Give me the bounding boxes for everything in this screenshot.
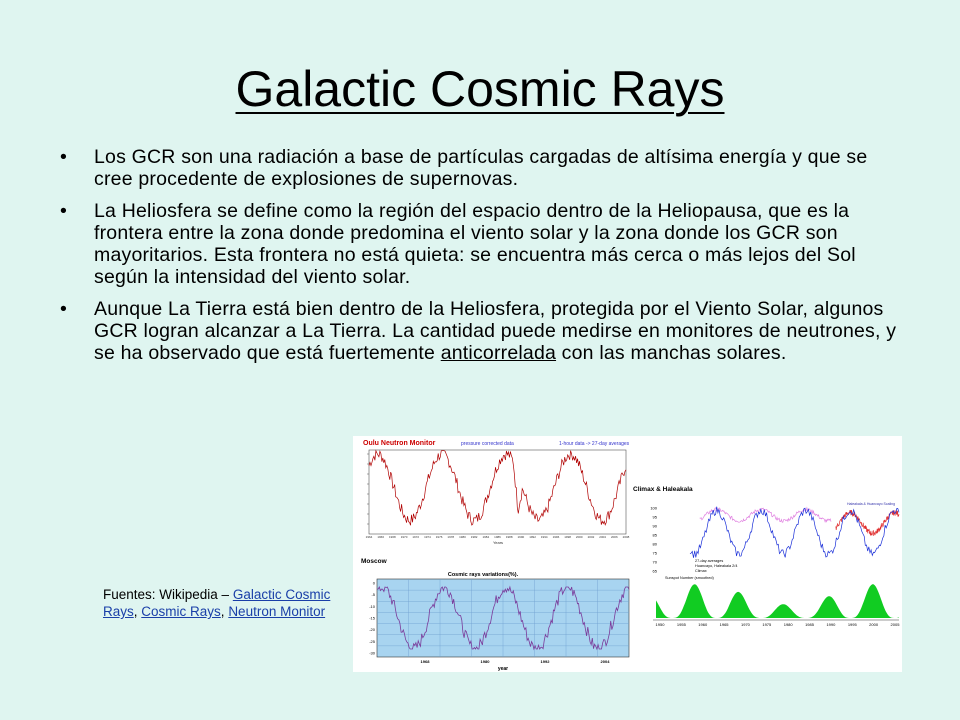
bullet-icon: • [60,146,68,168]
sunspot-label: Sunspot Number (smoothed) [665,576,714,580]
sources-separator: , [220,604,229,619]
link-cosmic-rays[interactable]: Cosmic Rays [141,604,221,619]
oulu-x-tick-label: 1970 [400,535,408,539]
climax-legend-line-1: 27-day averages [695,559,724,563]
climax-x-tick-label: 2005 [890,622,900,627]
moscow-x-ticks [421,659,611,664]
climax-title: Climax & Haleakala [633,486,693,493]
bullet-icon: • [60,200,68,222]
oulu-x-tick-label: 1974 [424,535,431,539]
climax-y-tick-label: 65 [652,568,657,574]
climax-y-tick-label: 75 [652,550,657,556]
climax-x-tick-label: 1980 [783,622,793,627]
oulu-x-tick-label: 1998 [564,535,571,539]
oulu-x-tick-label: 2000 [575,535,583,539]
link-galactic-cosmic-rays[interactable]: Galactic Cosmic Rays [103,587,331,619]
oulu-subtitle: pressure corrected data [461,441,514,447]
climax-x-tick-label: 1970 [741,622,750,627]
climax-x-tick-label: 1995 [847,622,857,627]
oulu-x-tick-label: 1988 [505,535,513,539]
climax-y-tick-label: 90 [652,523,657,529]
oulu-x-tick-label: 1966 [377,535,385,539]
oulu-x-tick-label: 1982 [470,535,478,539]
moscow-y-tick-label: -25 [369,638,375,644]
climax-x-tick-label: 1960 [698,622,708,627]
sources-prefix: Fuentes: Wikipedia – [103,587,233,602]
slide-title: Galactic Cosmic Rays [235,61,725,117]
oulu-x-tick-label: 1968 [389,535,396,539]
climax-x-tick-label: 1990 [826,622,836,627]
oulu-x-tick-label: 1978 [447,535,455,539]
moscow-y-tick-label: -20 [369,627,375,633]
oulu-x-tick-label: 2004 [599,535,606,539]
climax-legend-line-2: Huancayo, Haleakala 2/4 [695,564,738,568]
oulu-x-tick-label: 1996 [552,535,560,539]
climax-legend-title: Haleakala & Huancayo Scaling [846,502,896,506]
bullet-text-part: con las manchas solares. [556,342,787,364]
bullet-text: Los GCR son una radiación a base de partículas cargadas de altísima energía y que se cree procedente de explosiones de supernovas. [94,146,868,190]
climax-x-tick-label: 2000 [869,622,879,627]
bullet-text-part: Aunque La Tierra está bien dentro de la Heliosfera, protegida por el Viento Solar, algunos GCR logran alcanzar a La Tierra. La cantidad puede medirse en monitores de neutrones, y se ha observado que está fuertemente [94,298,897,364]
oulu-x-tick-label: 2006 [610,535,618,539]
moscow-label: Moscow [361,558,387,565]
oulu-x-tick-label: 1994 [540,535,548,539]
oulu-x-tick-label: 1980 [459,535,466,539]
oulu-x-tick-label: 2002 [587,535,595,539]
bullet-icon: • [60,298,68,320]
moscow-x-tick-label: 1968 [420,659,430,664]
bullet-text: La Heliosfera se define como la región del espacio dentro de la Heliopausa, que es la frontera entre la zona donde predomina el viento solar y la zona donde los GCR son mayoritarios. Esta frontera no está quieta: se encuentra más cerca o más lejos del Sol según la intensidad del viento solar. [94,200,856,288]
climax-x-ticks [656,622,901,627]
climax-panel [633,486,900,627]
oulu-x-ticks [366,535,630,539]
climax-y-tick-label: 80 [652,541,657,547]
moscow-x-tick-label: 1980 [480,659,490,664]
bullet-text [94,298,896,364]
climax-x-tick-label: 1985 [805,622,814,627]
climax-y-tick-label: 95 [652,514,657,520]
underlined-term: anticorrelada [440,342,557,364]
moscow-x-tick-label: 2004 [600,659,610,664]
oulu-x-tick-label: 1992 [529,535,536,539]
moscow-x-tick-label: 1992 [540,659,550,664]
climax-y-tick-label: 100 [650,505,657,511]
oulu-x-tick-label: 1964 [365,535,373,539]
oulu-xlabel: Years [492,540,504,545]
bullet-item [60,146,908,190]
moscow-y-tick-label: -5 [371,592,375,598]
moscow-y-tick-label: 0 [372,580,375,586]
moscow-panel [361,558,629,672]
moscow-y-tick-label: -15 [369,615,375,621]
bullet-item [60,298,908,364]
oulu-title: Oulu Neutron Monitor [363,440,436,447]
sources-separator: , [133,604,142,619]
moscow-xlabel: year [497,666,509,672]
climax-x-tick-label: 1965 [719,622,729,627]
link-neutron-monitor[interactable]: Neutron Monitor [228,604,326,619]
oulu-panel [363,440,630,545]
oulu-x-tick-label: 1984 [482,535,490,539]
moscow-title: Cosmic rays variations(%). [447,572,519,578]
moscow-y-ticks [369,581,376,656]
sources-note [103,586,333,620]
climax-x-tick-label: 1950 [655,622,665,627]
climax-y-tick-label: 70 [652,559,657,565]
oulu-x-tick-label: 2008 [622,535,630,539]
moscow-y-tick-label: -30 [369,650,375,656]
climax-x-tick-label: 1975 [762,622,772,627]
climax-legend-line-3: Climax [695,569,707,573]
oulu-x-tick-label: 1976 [435,535,443,539]
oulu-note: 1-hour data -> 27-day averages [559,441,630,447]
oulu-x-tick-label: 1972 [412,535,420,539]
oulu-x-tick-label: 1986 [494,535,501,539]
oulu-x-tick-label: 1990 [517,535,525,539]
climax-x-tick-label: 1955 [676,622,686,627]
bullet-item [60,200,908,288]
bullet-list [60,146,908,374]
climax-y-tick-label: 85 [652,532,657,538]
moscow-y-tick-label: -10 [369,603,375,609]
cosmic-ray-figure [353,436,902,672]
